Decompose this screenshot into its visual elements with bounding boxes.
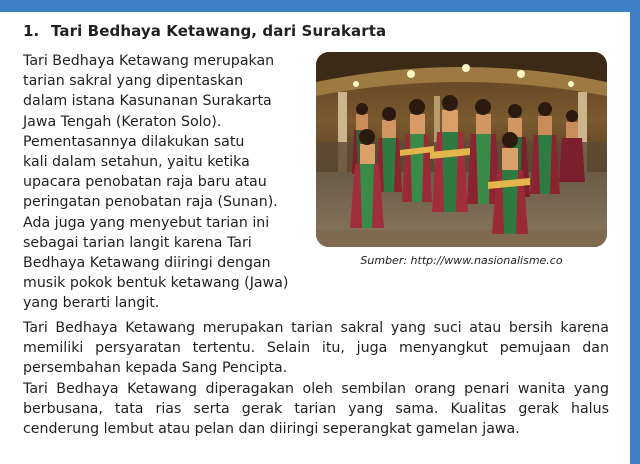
lead-line: Ada juga yang menyebut tarian ini [23, 214, 270, 231]
body-paragraph: Tari Bedhaya Ketawang merupakan tarian sakral yang suci atau bersih karena memiliki persyaratan tertentu. Selain itu, juga menyangkut pemujaan dan persembahan kepada Sang Pencipta. [23, 320, 609, 377]
document-page [14, 12, 628, 464]
lead-paragraph [23, 51, 309, 314]
lead-line: tarian sakral yang dipentaskan [23, 73, 244, 90]
body-paragraph: Tari Bedhaya Ketawang diperagakan oleh sembilan orang penari wanita yang berbusana, tata rias serta gerak tarian yang sama. Kualitas gerak halus cenderung lembut atau pelan dan diiringi seperangkat gamelan jawa. [23, 381, 609, 438]
lead-line: musik pokok bentuk ketawang (Jawa) [23, 275, 289, 292]
lead-line: Pementasannya dilakukan satu [23, 133, 245, 150]
lead-line: dalam istana Kasunanan Surakarta [23, 93, 272, 110]
lead-line: Jawa Tengah (Keraton Solo). [23, 113, 222, 130]
lead-line: upacara penobatan raja baru atau [23, 174, 267, 191]
lead-line: Bedhaya Ketawang diiringi dengan [23, 255, 271, 272]
lead-line: kali dalam setahun, yaitu ketika [23, 154, 250, 171]
lead-line: peringatan penobatan raja (Sunan). [23, 194, 278, 211]
photo-caption: Sumber: http://www.nasionalisme.co [360, 254, 563, 267]
section-heading [23, 22, 386, 40]
page-frame-right [630, 0, 640, 464]
section-title: Tari Bedhaya Ketawang, dari Surakarta [51, 22, 387, 40]
section-number: 1. [23, 22, 40, 40]
page-frame-top [0, 0, 640, 12]
lead-line: Tari Bedhaya Ketawang merupakan [23, 53, 275, 69]
dance-photo [316, 52, 607, 247]
lead-line: sebagai tarian langit karena Tari [23, 234, 252, 251]
lead-line: yang berarti langit. [23, 295, 160, 312]
